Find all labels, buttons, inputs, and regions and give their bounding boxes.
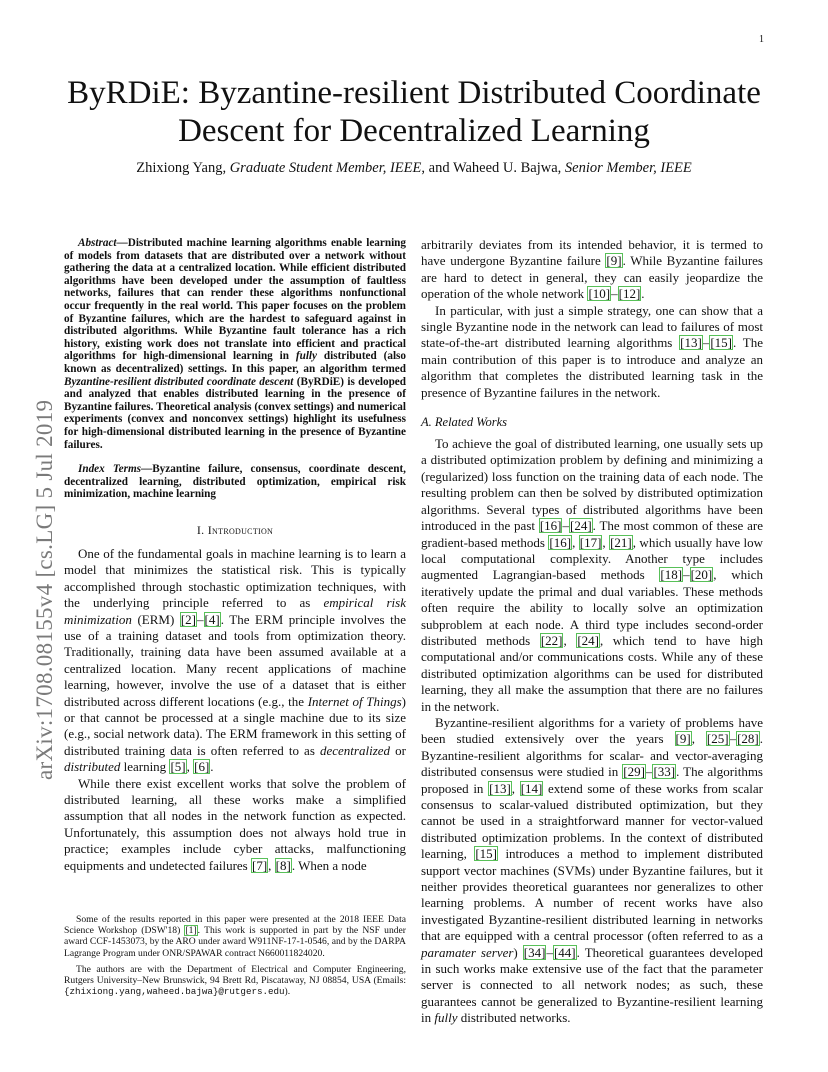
footnote-text: The authors are with the Department of Electrical and Computer Engineering, Rutgers University–New Brunswick, 94 Brett Rd, Piscataway, NJ 08854, USA (Emails:: [64, 963, 406, 987]
rw-p2-text: . Theoretical guarantees developed in such works make extensive use of the fact that the parameter server is connected to all network nodes; as such, these guarantees cannot be generalized to Byzantine-resilient learning in: [421, 944, 763, 1026]
right-p2-text: . The main contribution of this paper is to introduce and analyze an algorithm that completes the distributed learning task in the presence of Byzantine failures in the network.: [421, 335, 763, 400]
abstract-term: Byzantine-resilient distributed coordinate descent: [64, 375, 294, 388]
paper-title: ByRDiE: Byzantine-resilient Distributed Coordinate Descent for Decentralized Learning: [67, 75, 761, 149]
intro-p1-end: .: [210, 759, 214, 775]
intro-p1-text: One of the fundamental goals in machine learning is to learn a model that minimizes the statistical risk. This is typically accomplished through stochastic optimization techniques, with the underlying principle referred to as: [64, 545, 406, 611]
rw-p2-text: . The algorithms proposed in: [421, 764, 763, 796]
intro-p1-text: learning: [120, 759, 170, 775]
intro-p1-text: . The ERM principle involves the use of a training dataset and tools from optimization theory. Traditionally, training data have been assumed available at a centralized location. Many recent applications of machine learning, however, involve the use of a dataset that is either distributed across different locations (e.g., the: [64, 611, 406, 709]
rw-p2-comma: ,: [691, 731, 706, 747]
citation-link[interactable]: [13]: [680, 335, 702, 351]
rw-p2-text: Byzantine-resilient algorithms for a variety of problems have been studied extensively over the years: [421, 714, 763, 747]
author-2-role: Senior Member, IEEE: [564, 160, 692, 176]
footnote-text: ).: [284, 986, 291, 998]
rw-p1-comma: ,: [602, 534, 610, 550]
abstract-text-1: Distributed machine learning algorithms enable learning of models from datasets that are distributed over a network without gathering the data at a centralized location. While efficient distributed algorithms have been developed under the assumption of faultless networks, failures that can render these algorithms nonfunctional occur frequently in the real world. This paper focuses on the problem of Byzantine failures, which are the hardest to safeguard against in distributed algorithms. While Byzantine fault tolerance has a rich history, existing work does not translate into efficient and practical algorithms for high-dimensional learning in: [64, 237, 406, 363]
intro-p2-text: While there exist excellent works that solve the problem of distributed learning, all these works make a simplified assumption that all nodes in the network function as expected. Unfortunately, this assumption does not always hold true in practice; examples include cyber attacks, malfunctioning equipments and undetected failures: [64, 775, 406, 873]
page-number: 1: [759, 34, 764, 45]
author-emails: {zhixiong.yang,waheed.bajwa}@rutgers.edu: [64, 986, 285, 998]
arxiv-stamp: [32, 280, 57, 780]
rw-p2-text: introduces a method to implement distributed support vector machines (SVMs) under Byzantine failures, but it neither provides theoretical guarantees nor generalizes to other learning problems. A number of recent works have also investigated Byzantine-resilient distributed learning in networks that are equipped with a central processor (often referred to as a: [421, 846, 764, 944]
citation-link[interactable]: [16]: [539, 518, 562, 534]
footnote-area: [64, 914, 406, 1002]
citation-link[interactable]: [10]: [588, 286, 611, 302]
abstract: [64, 237, 406, 451]
left-column: [64, 237, 406, 874]
citation-link[interactable]: [44]: [553, 944, 576, 960]
citation-link[interactable]: [2]: [180, 611, 197, 627]
citation-link[interactable]: [6]: [194, 759, 210, 775]
author-line: [64, 160, 764, 177]
citation-link[interactable]: [24]: [569, 518, 592, 534]
rw-p1-dash: –: [683, 567, 690, 583]
rw-p2-text: . Byzantine-resilient algorithms for scalar- and vector-averaging distributed consensus were studied in: [421, 731, 763, 780]
author-1-name: Zhixiong Yang,: [136, 160, 230, 176]
rw-p1-text: To achieve the goal of distributed learning, one usually sets up a distributed optimization problem by defining and minimizing a (regularized) loss function on the training data of each node. The resulting problem can then be solved by distributed optimization algorithms. Several types of distributed algorithms have been introduced in the past: [421, 436, 763, 534]
rw-p1-comma: ,: [572, 534, 579, 550]
citation-link[interactable]: [15]: [710, 335, 732, 351]
author-separator: , and Waheed U. Bajwa,: [421, 160, 565, 176]
citation-link[interactable]: [34]: [523, 944, 546, 960]
citation-link[interactable]: [25]: [706, 731, 729, 747]
right-p1-dash: –: [611, 286, 618, 302]
section-heading-introduction: I. Introduction: [196, 522, 274, 537]
rw-p2-dash: –: [645, 764, 653, 780]
rw-p1-dash: –: [562, 518, 569, 534]
intro-paragraph-1: [64, 546, 406, 776]
rw-p2-text: ): [513, 944, 523, 960]
citation-link[interactable]: [18]: [660, 567, 683, 583]
citation-link[interactable]: [8]: [275, 857, 291, 873]
rw-p2-parameter-server: paramater server: [421, 944, 514, 960]
intro-p1-erm: empirical risk minimization: [64, 595, 406, 627]
arxiv-identifier[interactable]: arXiv:1708.08155v4 [cs.LG] 5 Jul 2019: [32, 399, 57, 780]
citation-link[interactable]: [21]: [610, 534, 632, 550]
rw-p2-dash: –: [546, 944, 553, 960]
citation-link[interactable]: [24]: [577, 632, 599, 648]
rw-p2-text: extend some of these works from scalar consensus to scalar-valued distributed optimization, but they cannot be used in a straightforward manner for vector-valued distributed optimization problems. In the context of distributed learning,: [421, 780, 764, 862]
intro-p1-iot: Internet of Things: [307, 693, 402, 709]
rw-p2-text: distributed networks.: [457, 1010, 571, 1026]
intro-p1-comma: ,: [186, 759, 194, 775]
citation-link[interactable]: [28]: [737, 731, 759, 747]
abstract-text-3: (ByRDiE) is developed and analyzed that enables distributed learning in the presence of Byzantine failures. Theoretical analysis (convex settings) and numerical experiments (convex and nonconvex settings) highlight its usefulness for high-dimensional distributed learning in the presence of Byzantine failures.: [64, 375, 406, 451]
rw-p1-text: , which iteratively update the primal and dual variables. These methods often require the ability to locally solve an optimization subproblem at each node. A third type includes second-order distributed methods: [421, 567, 763, 648]
citation-link[interactable]: [29]: [623, 764, 645, 780]
rw-p1-text: , which tend to have high computational and/or communications costs. While any of these distributed optimization algorithms can be used for distributed learning, they all make the assumption that there are no failures in the network.: [421, 632, 764, 714]
intro-paragraph-2: [64, 776, 406, 874]
right-p1-text: arbitrarily deviates from its intended behavior, it is termed to have undergone Byzantine failure: [421, 237, 763, 269]
footnote-text: . This work is supported in part by the NSF under award CCF-1453073, by the ARO under award W911NF-17-1-0546, and by the DARPA Lagrange Program under ONR/SPAWAR contract N660011824020.: [64, 925, 406, 959]
citation-link[interactable]: [17]: [579, 534, 602, 550]
related-works-paragraph-2: [421, 715, 763, 1027]
right-paragraph-1: [421, 237, 763, 303]
citation-link[interactable]: [22]: [540, 632, 563, 648]
citation-link[interactable]: [33]: [653, 764, 676, 780]
intro-p1-decentralized: decentralized: [320, 742, 391, 758]
rw-p2-fully: fully: [434, 1010, 458, 1026]
index-terms: [64, 463, 406, 501]
citation-link[interactable]: [9]: [606, 253, 622, 269]
citation-link[interactable]: [15]: [475, 846, 497, 862]
footnote-affiliation: [64, 964, 406, 998]
citation-link[interactable]: [20]: [690, 567, 713, 583]
related-works-paragraph-1: [421, 436, 763, 715]
right-p1-text: . While Byzantine failures are hard to detect in general, they can easily jeopardize the operation of the whole network: [421, 253, 763, 302]
abstract-label: Abstract: [78, 237, 117, 249]
citation-link[interactable]: [14]: [520, 780, 543, 796]
abstract-text-2: distributed (also known as decentralized) settings. In this paper, an algorithm termed: [64, 350, 406, 375]
rw-p2-comma: ,: [511, 780, 520, 796]
intro-p1-text: (ERM): [131, 611, 180, 627]
rw-p2-dash: –: [729, 731, 737, 747]
intro-p1-text: or: [390, 742, 406, 758]
citation-link[interactable]: [13]: [489, 780, 511, 796]
citation-link[interactable]: [7]: [252, 857, 268, 873]
index-terms-text: Byzantine failure, consensus, coordinate descent, decentralized learning, distributed optimization, empirical risk minimization, machine learning: [64, 463, 406, 501]
citation-link[interactable]: [5]: [170, 759, 186, 775]
intro-p2-comma: ,: [268, 857, 275, 873]
citation-link[interactable]: [9]: [675, 731, 691, 747]
right-p2-dash: –: [702, 335, 710, 351]
footnote-text: Some of the results reported in this paper were presented at the 2018 IEEE Data Science Workshop (DSW'18): [64, 914, 406, 937]
citation-link[interactable]: [1]: [185, 925, 197, 937]
intro-p2-text: . When a node: [291, 857, 367, 873]
rw-p1-comma: ,: [563, 632, 577, 648]
right-p2-text: In particular, with just a simple strategy, one can show that a single Byzantine node in the network can lead to failures of most state-of-the-art distributed learning algorithms: [421, 302, 763, 351]
right-p1-end: .: [641, 286, 645, 302]
right-paragraph-2: [421, 303, 763, 401]
rw-p1-text: , which usually have low local computational complexity. Another type includes augmented Lagrangian-based methods: [421, 534, 764, 583]
abstract-fully: fully: [295, 350, 318, 363]
index-terms-dash: —: [141, 463, 153, 476]
intro-p1-distributed: distributed: [64, 759, 121, 775]
right-column: [421, 237, 763, 1027]
rw-p1-text: . The most common of these are gradient-based methods: [421, 518, 763, 550]
subsection-heading-related-works: A. Related Works: [421, 415, 507, 430]
intro-p1-text: ) or that cannot be processed at a single machine due to its size (e.g., social network data). The ERM framework in this setting of distributed training data is often referred to as: [64, 693, 406, 758]
abstract-dash: —: [116, 237, 128, 249]
citation-link[interactable]: [16]: [549, 534, 572, 550]
citation-link[interactable]: [12]: [618, 286, 641, 302]
footnote-funding: [64, 914, 406, 959]
author-1-role: Graduate Student Member, IEEE: [229, 160, 422, 176]
intro-p1-dash: –: [197, 611, 204, 627]
index-terms-label: Index Terms: [78, 463, 142, 476]
citation-link[interactable]: [4]: [204, 611, 220, 627]
